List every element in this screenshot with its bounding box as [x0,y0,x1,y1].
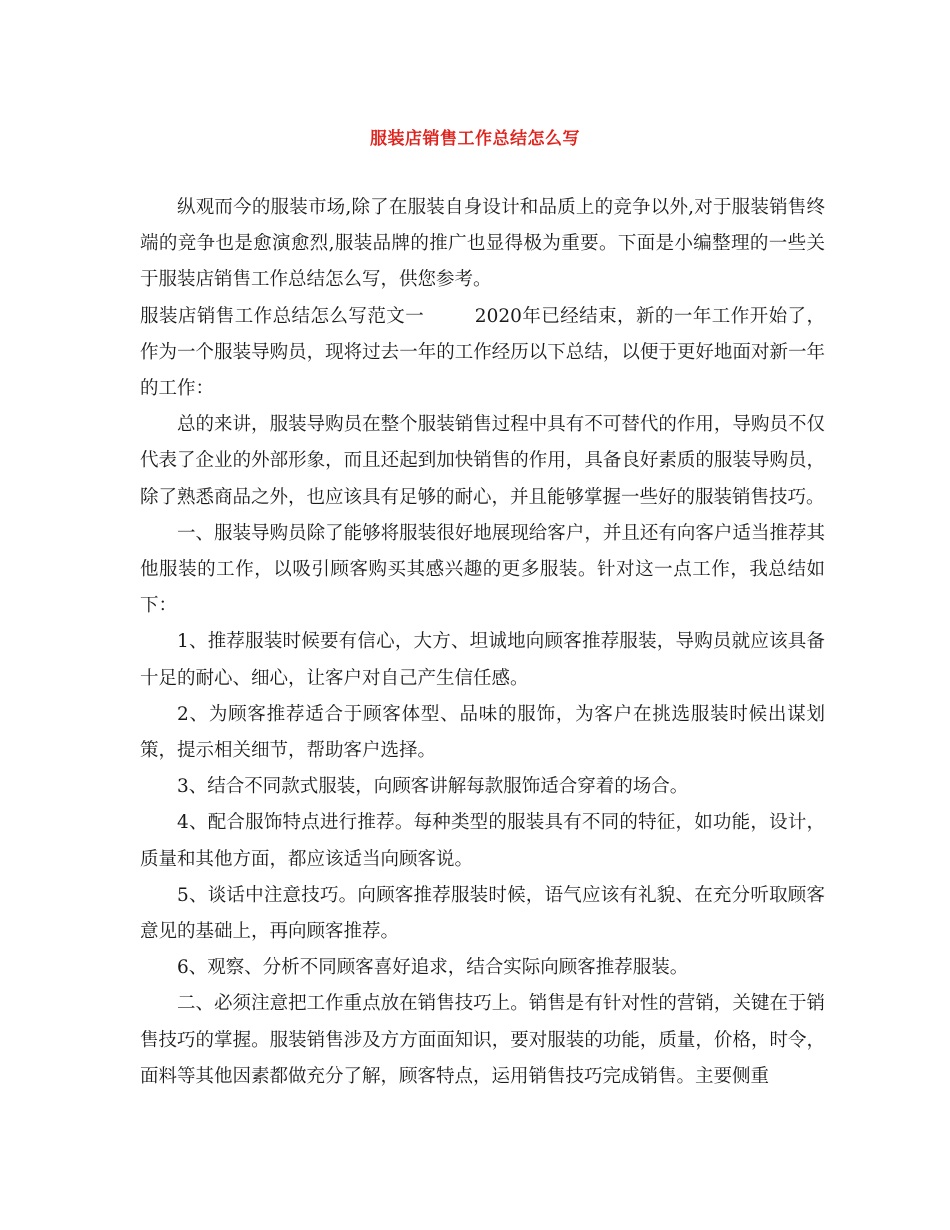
sample-heading: 服装店销售工作总结怎么写范文一 [140,305,425,327]
list-item: 4、配合服饰特点进行推荐。每种类型的服装具有不同的特征，如功能，设计，质量和其他方面，都应该适当向顾客说。 [140,812,825,870]
document-body [140,190,825,1095]
sample-first-line: 2020年已经结束，新的一年工作开始了，作为一个服装导购员，现将过去一年的工作经历以下总结，以便于更好地面对新一年的工作： [140,305,825,400]
document-title: 服装店销售工作总结怎么写 [370,129,580,149]
intro-paragraph: 纵观而今的服装市场,除了在服装自身设计和品质上的竞争以外,对于服装销售终端的竞争也是愈演愈烈,服装品牌的推广也显得极为重要。下面是小编整理的一些关于服装店销售工作总结怎么写，供您参考。 [140,197,825,291]
list-item: 1、推荐服装时候要有信心，大方、坦诚地向顾客推荐服装，导购员就应该具备十足的耐心、细心，让客户对自己产生信任感。 [140,631,825,689]
body-paragraph: 一、服装导购员除了能够将服装很好地展现给客户，并且还有向客户适当推荐其他服装的工作，以吸引顾客购买其感兴趣的更多服装。针对这一点工作，我总结如下： [140,522,825,617]
body-paragraph: 总的来讲，服装导购员在整个服装销售过程中具有不可替代的作用，导购员不仅代表了企业的外部形象，而且还起到加快销售的作用，具备良好素质的服装导购员，除了熟悉商品之外，也应该具有足够的耐心，并且能够掌握一些好的服装销售技巧。 [140,414,825,508]
sample-paragraph [140,299,825,408]
list-item: 2、为顾客推荐适合于顾客体型、品味的服饰，为客户在挑选服装时候出谋划策，提示相关细节，帮助客户选择。 [140,703,825,762]
list-item: 6、观察、分析不同顾客喜好追求，结合实际向顾客推荐服装。 [177,957,689,979]
list-item: 5、谈话中注意技巧。向顾客推荐服装时候，语气应该有礼貌、在充分听取顾客意见的基础上，再向顾客推荐。 [140,884,825,943]
list-item: 3、结合不同款式服装，向顾客讲解每款服饰适合穿着的场合。 [177,776,689,798]
body-paragraph: 二、必须注意把工作重点放在销售技巧上。销售是有针对性的营销，关键在于销售技巧的掌握。服装销售涉及方方面面知识，要对服装的功能，质量，价格，时令，面料等其他因素都做充分了解，顾客特点，运用销售技巧完成销售。主要侧重 [140,993,825,1087]
